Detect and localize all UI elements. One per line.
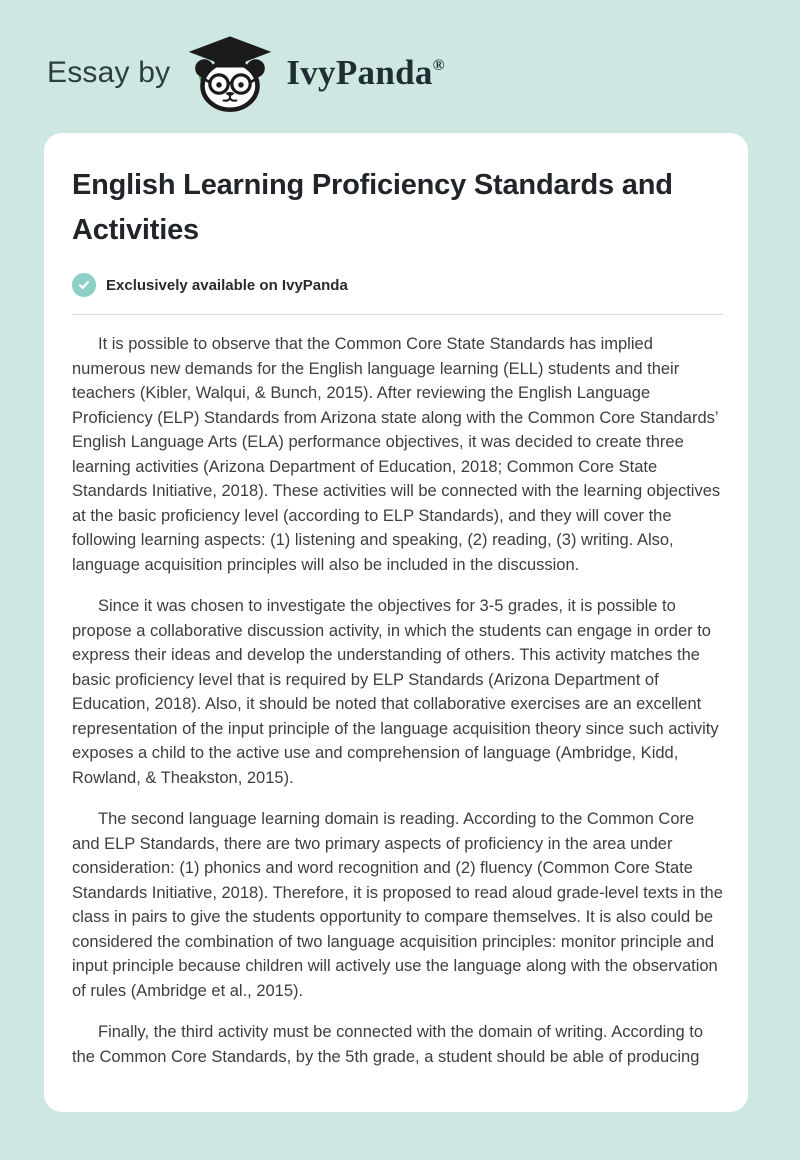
- site-header: [0, 0, 800, 133]
- essay-title: English Learning Proficiency Standards and Activities: [72, 169, 673, 246]
- brand-name: [286, 53, 445, 93]
- essay-card: [44, 133, 748, 1112]
- exclusive-badge-label: Exclusively available on IvyPanda: [106, 276, 348, 294]
- ivypanda-panda-logo-icon: [186, 34, 274, 112]
- essay-paragraph-4: Finally, the third activity must be connected with the domain of writing. According to the Common Core Standards, by the 5th grade, a student should be able of producing: [72, 1023, 703, 1066]
- essay-paragraph-1: It is possible to observe that the Common Core State Standards has implied numerous new demands for the English language learning (ELL) students and their teachers (Kibler, Walqui, & Bunch, 2015). After reviewing the English Language Proficiency (ELP) Standards from Arizona state along with the Common Core Standards’ English Language Arts (ELA) performance objectives, it was decided to create three learning activities (Arizona Department of Education, 2018; Common Core State Standards Initiative, 2018). These activities will be connected with the learning objectives at the basic proficiency level (according to ELP Standards), and they will cover the following learning aspects: (1) listening and speaking, (2) reading, (3) writing. Also, language acquisition principles will also be included in the discussion.: [72, 335, 721, 574]
- brand-word: IvyPanda: [286, 52, 433, 92]
- registered-mark: ®: [432, 56, 445, 74]
- essay-paragraph-2: Since it was chosen to investigate the objectives for 3-5 grades, it is possible to propose a collaborative discussion activity, in which the students can engage in order to express their ideas and develop the understanding of others. This activity matches the basic proficiency level that is required by ELP Standards (Arizona Department of Education, 2018). Also, it should be noted that collaborative exercises are an excellent representation of the input principle of the language acquisition theory since such activity exposes a child to the active use and comprehension of language (Ambridge, Kidd, Rowland, & Theakston, 2015).: [72, 597, 719, 787]
- divider: [72, 314, 723, 315]
- essay-by-label: Essay by: [47, 55, 171, 89]
- essay-body: [72, 332, 723, 1069]
- essay-paragraph-3: The second language learning domain is reading. According to the Common Core and ELP Standards, there are two primary aspects of proficiency in the area under consideration: (1) phonics and word recognition and (2) fluency (Common Core State Standards Initiative, 2018). Therefore, it is proposed to read aloud grade-level texts in the class in pairs to give the students opportunity to compare themselves. It is also could be considered the combination of two language acquisition principles: monitor principle and input principle because children will actively use the language along with the observation of rules (Ambridge et al., 2015).: [72, 810, 723, 1000]
- exclusive-badge: [72, 273, 723, 297]
- check-icon: [72, 273, 96, 297]
